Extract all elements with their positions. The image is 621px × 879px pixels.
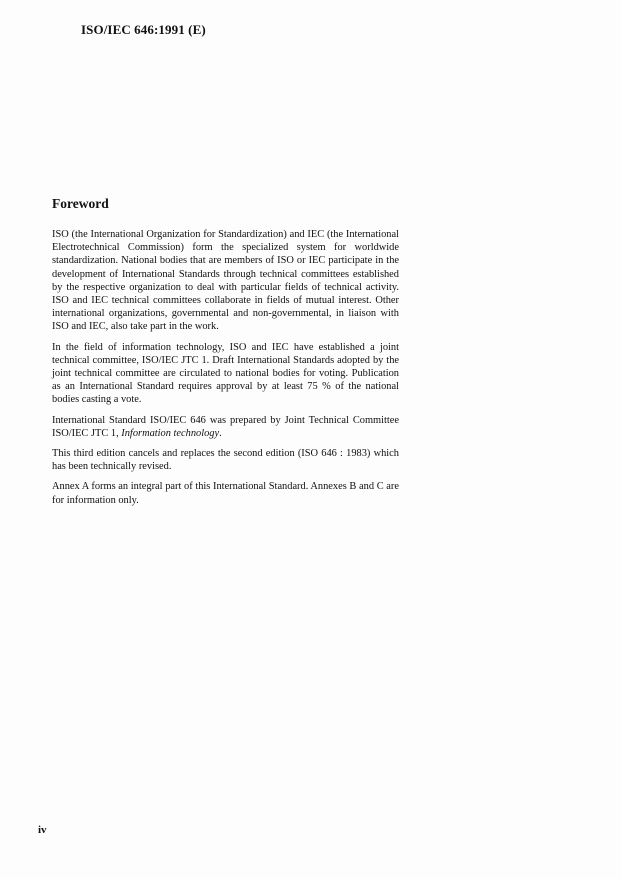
foreword-body bbox=[52, 228, 399, 514]
section-title: Foreword bbox=[52, 196, 109, 211]
prepared-by-suffix: . bbox=[219, 427, 222, 439]
paragraph-annex-note: Annex A forms an integral part of this International Standard. Annexes B and C are for information only. bbox=[52, 481, 399, 506]
paragraph-organizations: ISO (the International Organization for Standardization) and IEC (the International Electrotechnical Commission) form the specialized system for worldwide standardization. National bodies that are members of ISO or IEC participate in the development of International Standards through technical committees established by the respective organization to deal with particular fields of technical activity. ISO and IEC technical committees collaborate in fields of mutual interest. Other international organizations, governmental and non-governmental, in liaison with ISO and IEC, also take part in the work. bbox=[52, 229, 399, 333]
page-number: iv bbox=[38, 824, 47, 836]
document-header: ISO/IEC 646:1991 (E) bbox=[81, 22, 206, 37]
paragraph-prepared-by bbox=[52, 414, 399, 440]
paragraph-edition-note: This third edition cancels and replaces the second edition (ISO 646 : 1983) which has been technically revised. bbox=[52, 448, 399, 473]
committee-title: Information technology bbox=[121, 427, 220, 439]
prepared-by-text: International Standard ISO/IEC 646 was prepared by Joint Technical Committee ISO/IEC JTC 1, bbox=[52, 414, 399, 439]
paragraph-joint-committee: In the field of information technology, ISO and IEC have established a joint technical committee, ISO/IEC JTC 1. Draft International Standards adopted by the joint technical committee are circulated to national bodies for voting. Publication as an International Standard requires approval by at least 75 % of the national bodies casting a vote. bbox=[52, 341, 399, 406]
